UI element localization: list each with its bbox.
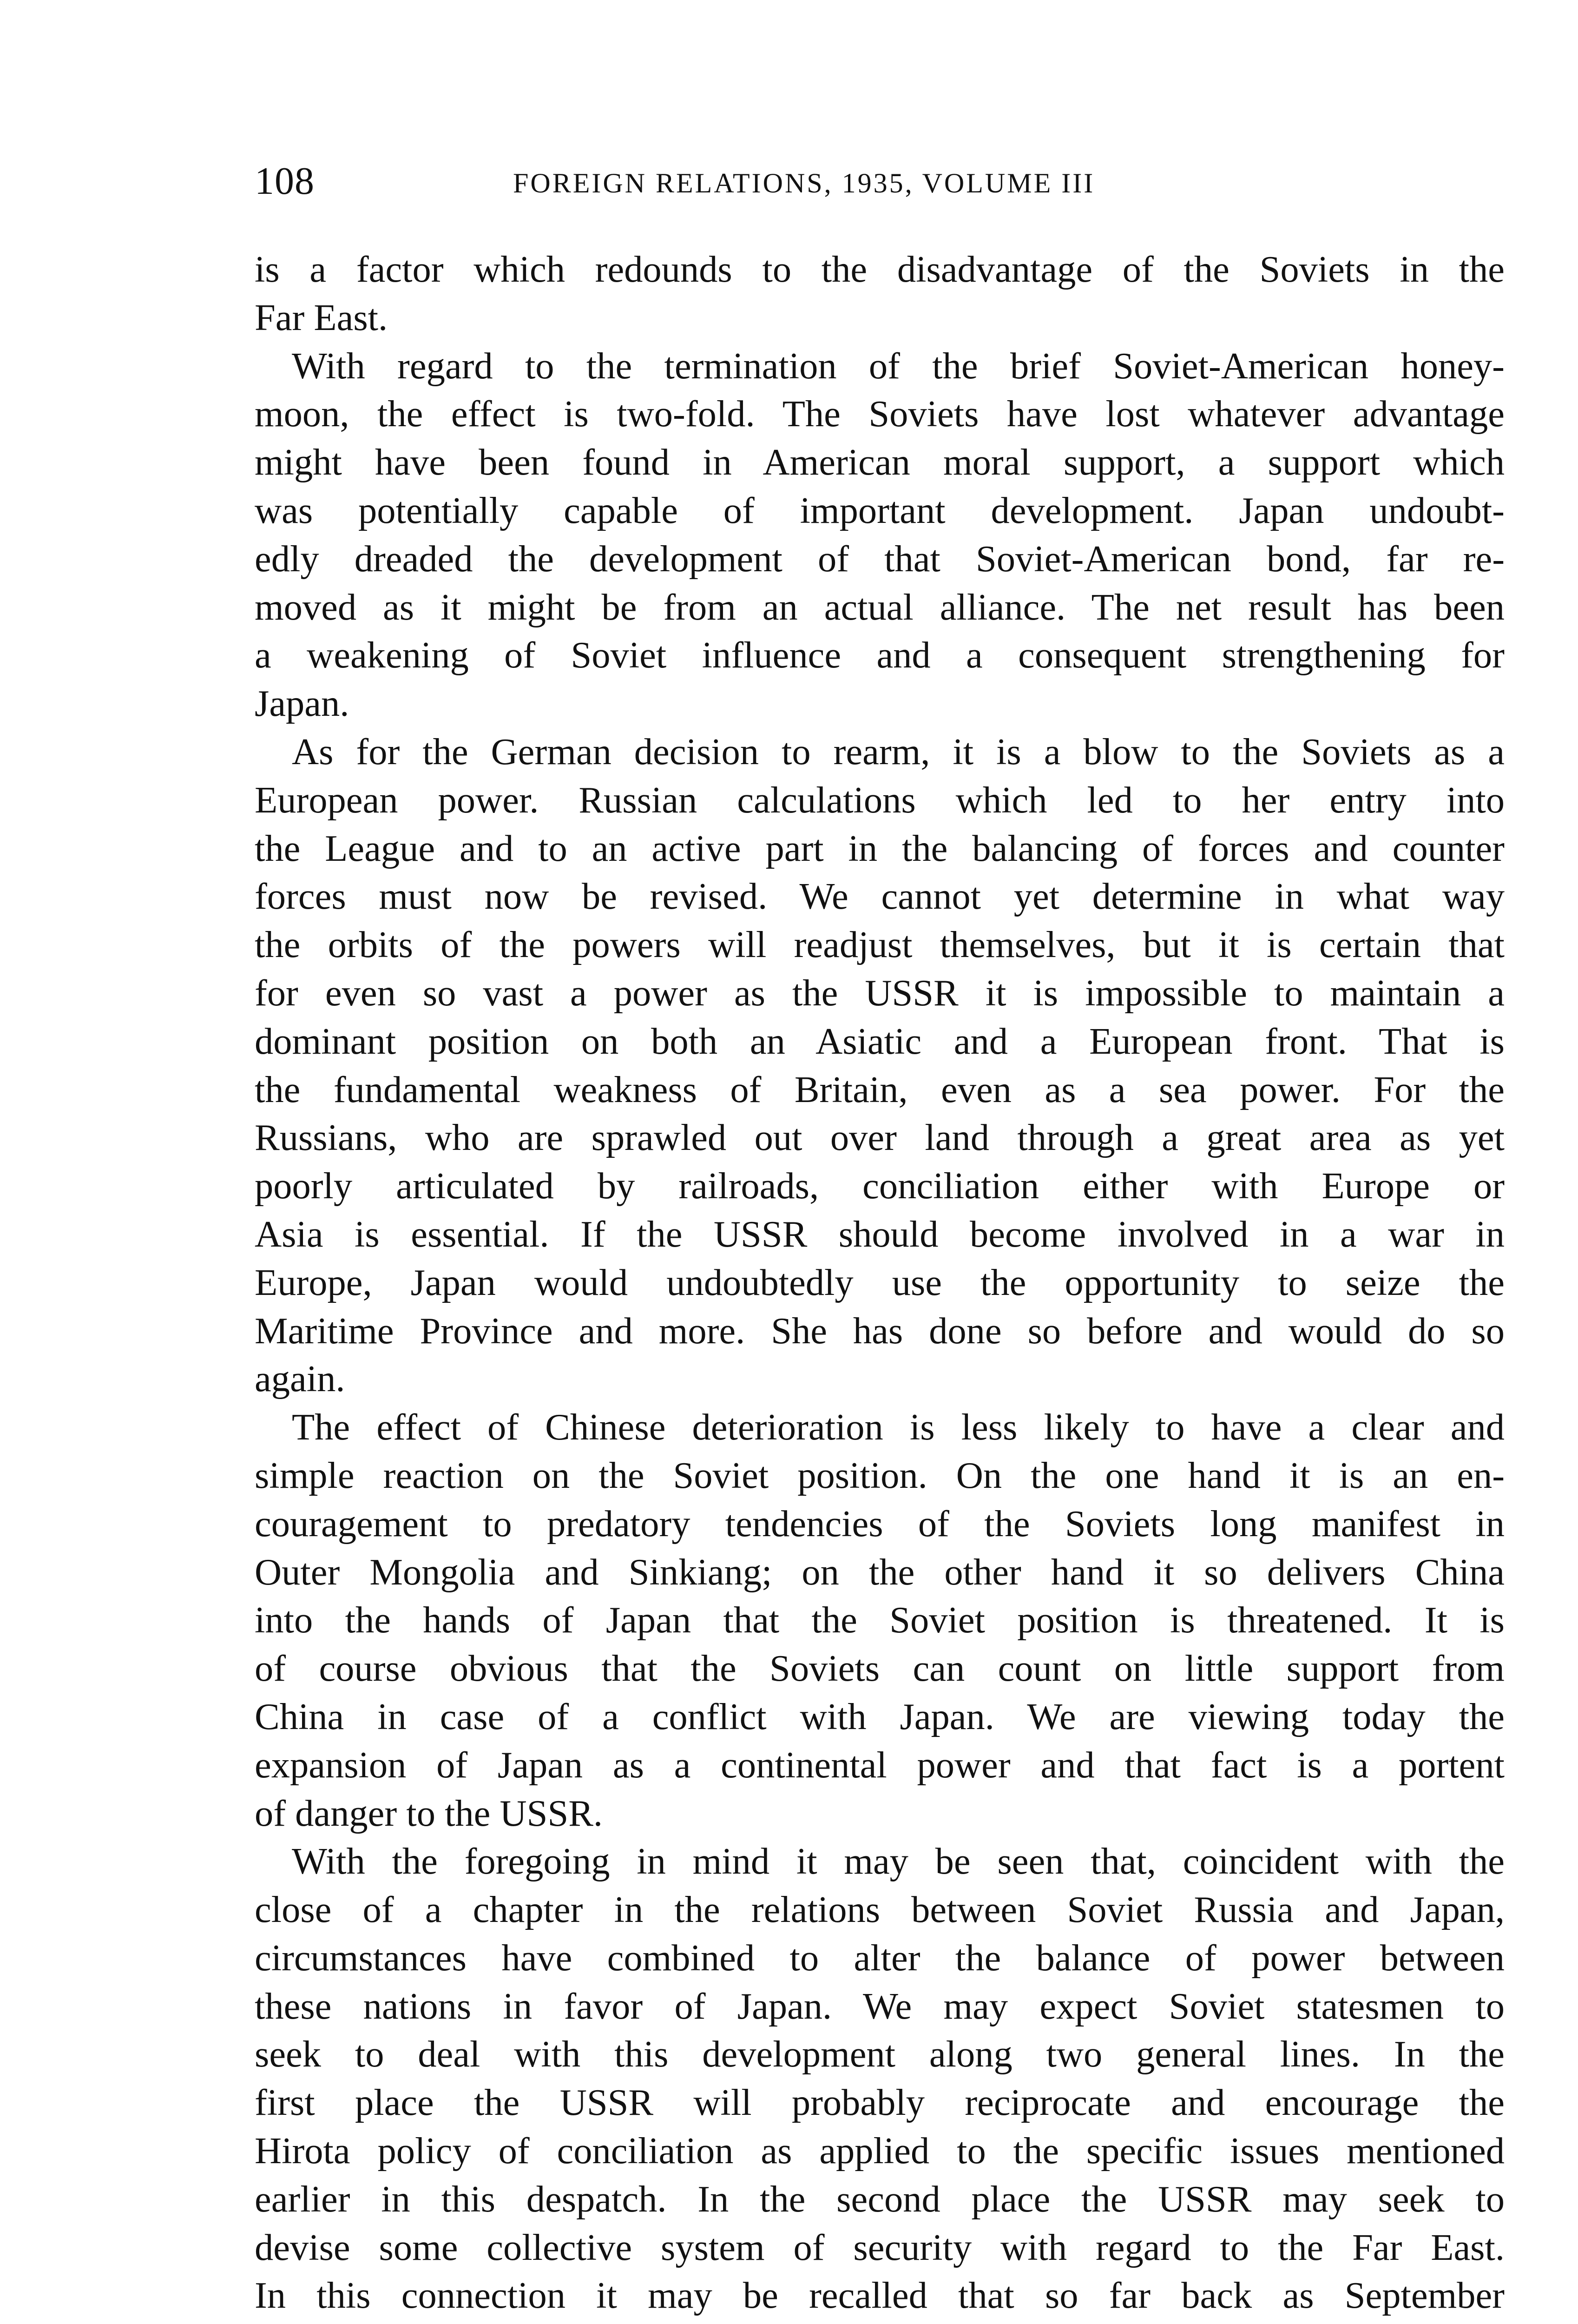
text-line: couragement to predatory tendencies of the Soviets long manifest in bbox=[255, 1503, 1505, 1545]
text-line: first place the USSR will probably reciprocate and encourage the bbox=[255, 2082, 1505, 2124]
text-line: poorly articulated by railroads, conciliation either with Europe or bbox=[255, 1165, 1505, 1207]
text-line: China in case of a conflict with Japan. We are viewing today the bbox=[255, 1696, 1505, 1737]
text-line: a weakening of Soviet influence and a consequent strengthening for bbox=[255, 634, 1505, 676]
text-line: for even so vast a power as the USSR it is impossible to maintain a bbox=[255, 972, 1505, 1014]
running-title: FOREIGN RELATIONS, 1935, VOLUME III bbox=[513, 168, 1095, 198]
text-line: these nations in favor of Japan. We may expect Soviet statesmen to bbox=[255, 1985, 1505, 2027]
text-line: devise some collective system of security with regard to the Far East. bbox=[255, 2226, 1505, 2268]
text-line: European power. Russian calculations which led to her entry into bbox=[255, 779, 1505, 821]
text-line: might have been found in American moral support, a support which bbox=[255, 442, 1505, 483]
text-line: close of a chapter in the relations between Soviet Russia and Japan, bbox=[255, 1889, 1505, 1931]
text-line: was potentially capable of important development. Japan undoubt- bbox=[255, 489, 1505, 531]
text-line: moon, the effect is two-fold. The Soviets have lost whatever advantage bbox=[255, 393, 1505, 435]
text-line: In this connection it may be recalled that so far back as September bbox=[255, 2275, 1505, 2317]
text-line: With the foregoing in mind it may be seen that, coincident with the bbox=[292, 1841, 1505, 1882]
text-line: forces must now be revised. We cannot yet determine in what way bbox=[255, 876, 1505, 918]
text-line: again. bbox=[255, 1358, 345, 1400]
text-line: Maritime Province and more. She has done so before and would do so bbox=[255, 1310, 1505, 1352]
running-head bbox=[255, 158, 1509, 209]
text-line: circumstances have combined to alter the balance of power between bbox=[255, 1937, 1505, 1979]
text-line: expansion of Japan as a continental power and that fact is a portent bbox=[255, 1744, 1505, 1786]
text-line: moved as it might be from an actual alliance. The net result has been bbox=[255, 586, 1505, 628]
text-line: Hirota policy of conciliation as applied to the specific issues mentioned bbox=[255, 2130, 1505, 2172]
text-line: into the hands of Japan that the Soviet position is threatened. It is bbox=[255, 1599, 1505, 1641]
text-line: The effect of Chinese deterioration is less likely to have a clear and bbox=[292, 1406, 1505, 1448]
text-line: seek to deal with this development along two general lines. In the bbox=[255, 2034, 1505, 2075]
body-text bbox=[255, 245, 1505, 2324]
text-line: of danger to the USSR. bbox=[255, 1792, 603, 1834]
text-line: Far East. bbox=[255, 297, 388, 338]
text-line: With regard to the termination of the brief Soviet-American honey- bbox=[292, 345, 1505, 387]
text-line: earlier in this despatch. In the second place the USSR may seek to bbox=[255, 2178, 1505, 2220]
text-line: of course obvious that the Soviets can count on little support from bbox=[255, 1648, 1505, 1690]
text-line: is a factor which redounds to the disadvantage of the Soviets in the bbox=[255, 249, 1505, 290]
text-line: Asia is essential. If the USSR should become involved in a war in bbox=[255, 1213, 1505, 1255]
text-line: Europe, Japan would undoubtedly use the opportunity to seize the bbox=[255, 1261, 1505, 1303]
text-line: edly dreaded the development of that Soviet-American bond, far re- bbox=[255, 538, 1505, 580]
text-line: the League and to an active part in the balancing of forces and counter bbox=[255, 827, 1505, 869]
page-number: 108 bbox=[255, 159, 315, 203]
text-line: the fundamental weakness of Britain, even as a sea power. For the bbox=[255, 1069, 1505, 1110]
text-line: the orbits of the powers will readjust themselves, but it is certain that bbox=[255, 924, 1505, 966]
text-line: Russians, who are sprawled out over land through a great area as yet bbox=[255, 1117, 1505, 1159]
text-line: Outer Mongolia and Sinkiang; on the other hand it so delivers China bbox=[255, 1551, 1505, 1593]
text-line bbox=[255, 2320, 1505, 2324]
text-line: simple reaction on the Soviet position. On the one hand it is an en- bbox=[255, 1454, 1505, 1496]
text-line: As for the German decision to rearm, it is a blow to the Soviets as a bbox=[292, 731, 1505, 772]
text-line: Japan. bbox=[255, 683, 349, 725]
text-line: dominant position on both an Asiatic and a European front. That is bbox=[255, 1020, 1505, 1062]
